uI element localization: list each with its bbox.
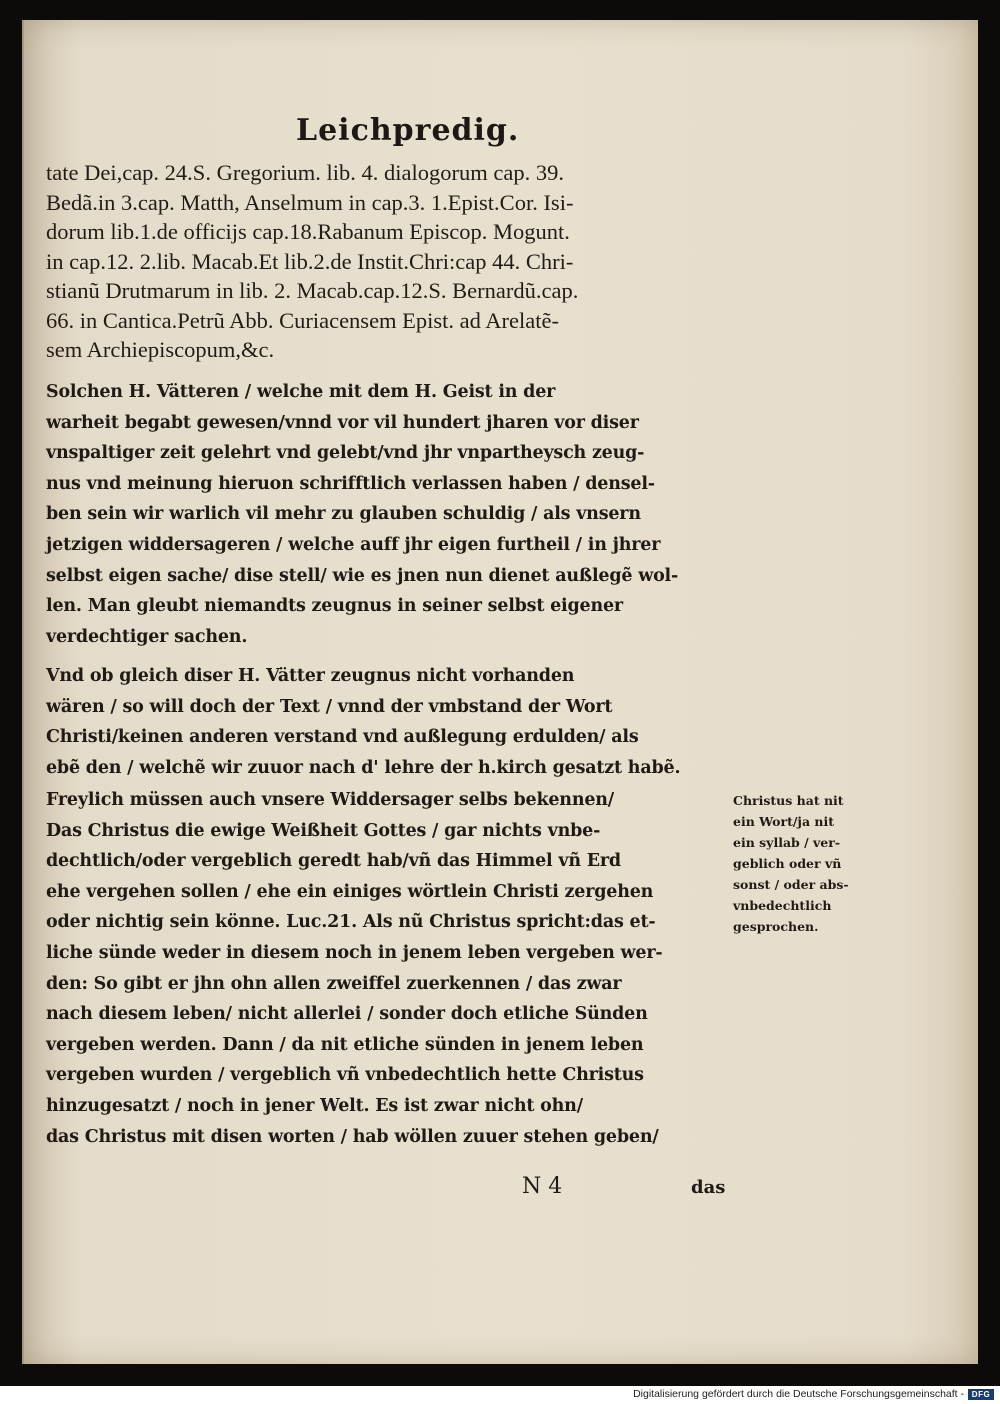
margin-note — [733, 790, 883, 937]
latin-citation-block — [46, 158, 746, 365]
paragraph-2 — [46, 661, 736, 783]
running-head: Leichpredig. — [296, 113, 520, 148]
text-line: wären / so will doch der Text / vnnd der vmbstand der Wort — [46, 696, 613, 717]
text-line: ben sein wir warlich vil mehr zu glauben schuldig / als vnsern — [46, 504, 641, 525]
text-line: len. Man gleubt niemandts zeugnus in seiner selbst eigener — [46, 596, 623, 617]
text-line: jetzigen widdersageren / welche auff jhr eigen furtheil / in jhrer — [46, 534, 661, 555]
text-line: Solchen H. Vätteren / welche mit dem H. Geist in der — [46, 382, 556, 402]
margin-note-line: ein Wort/ja nit — [733, 814, 835, 829]
text-line: vnspaltiger zeit gelehrt vnd gelebt/vnd jhr vnpartheysch zeug- — [46, 443, 645, 464]
margin-note-line: Christus hat nit — [733, 793, 844, 808]
paragraph-1 — [46, 377, 736, 652]
text-line: dorum lib.1.de officijs cap.18.Rabanum Episcop. Mogunt. — [46, 219, 570, 244]
text-line: nus vnd meinung hieruon schrifftlich verlassen haben / densel- — [46, 473, 655, 494]
text-line: Das Christus die ewige Weißheit Gottes / gar nichts vnbe- — [46, 820, 601, 841]
text-line: selbst eigen sache/ dise stell/ wie es jnen nun dienet außlegẽ wol- — [46, 565, 679, 586]
text-line: liche sünde weder in diesem noch in jenem leben vergeben wer- — [46, 942, 663, 963]
dfg-logo: DFG — [968, 1389, 994, 1400]
margin-note-line: vnbedechtlich — [733, 898, 832, 913]
paragraph-3 — [46, 785, 736, 1152]
text-line: stianũ Drutmarum in lib. 2. Macab.cap.12.S. Bernardũ.cap. — [46, 278, 579, 303]
text-line: oder nichtig sein könne. Luc.21. Als nũ Christus spricht:das et- — [46, 912, 656, 933]
text-line: vergeben wurden / vergeblich vñ vnbedechtlich hette Christus — [46, 1065, 644, 1086]
catchword: das — [691, 1177, 726, 1198]
text-line: in cap.12. 2.lib. Macab.Et lib.2.de Instit.Chri:cap 44. Chri- — [46, 248, 574, 274]
footer-bar — [0, 1386, 1000, 1404]
text-line: Bedã.in 3.cap. Matth, Anselmum in cap.3. 1.Epist.Cor. Isi- — [46, 189, 574, 215]
margin-note-line: gesprochen. — [733, 919, 819, 934]
text-line: tate Dei,cap. 24.S. Gregorium. lib. 4. dialogorum cap. 39. — [46, 160, 565, 185]
text-line: den: So gibt er jhn ohn allen zweiffel zuerkennen / das zwar — [46, 973, 622, 994]
text-line: ebẽ den / welchẽ wir zuuor nach d' lehre der h.kirch gesatzt habẽ. — [46, 757, 681, 778]
text-line: ehe vergehen sollen / ehe ein einiges wörtlein Christi zergehen — [46, 881, 654, 902]
text-line: sem Archiepiscopum,&c. — [46, 337, 275, 362]
text-line: 66. in Cantica.Petrũ Abb. Curiacensem Epist. ad Arelatẽ- — [46, 307, 559, 333]
text-line: Freylich müssen auch vnsere Widdersager selbs bekennen/ — [46, 790, 614, 810]
text-line: Vnd ob gleich diser H. Vätter zeugnus nicht vorhanden — [46, 666, 575, 686]
text-line: nach diesem leben/ nicht allerlei / sonder doch etliche Sünden — [46, 1004, 648, 1025]
margin-note-line: ein syllab / ver- — [733, 835, 841, 850]
margin-note-line: geblich oder vñ — [733, 856, 842, 871]
margin-note-line: sonst / oder abs- — [733, 877, 849, 892]
text-line: verdechtiger sachen. — [46, 626, 248, 647]
text-line: hinzugesatzt / noch in jener Welt. Es ist zwar nicht ohn/ — [46, 1095, 583, 1116]
text-line: Christi/keinen anderen verstand vnd außlegung erdulden/ als — [46, 727, 639, 748]
text-line: vergeben werden. Dann / da nit etliche sünden in jenem leben — [46, 1034, 644, 1055]
text-line: das Christus mit disen worten / hab wöllen zuuer stehen geben/ — [46, 1126, 659, 1147]
signature-mark: N 4 — [522, 1174, 563, 1199]
funding-credit: Digitalisierung gefördert durch die Deutsche Forschungsgemeinschaft - — [633, 1388, 964, 1400]
text-line: dechtlich/oder vergeblich geredt hab/vñ das Himmel vñ Erd — [46, 851, 621, 872]
text-line: warheit begabt gewesen/vnnd vor vil hundert jharen vor diser — [46, 412, 639, 433]
